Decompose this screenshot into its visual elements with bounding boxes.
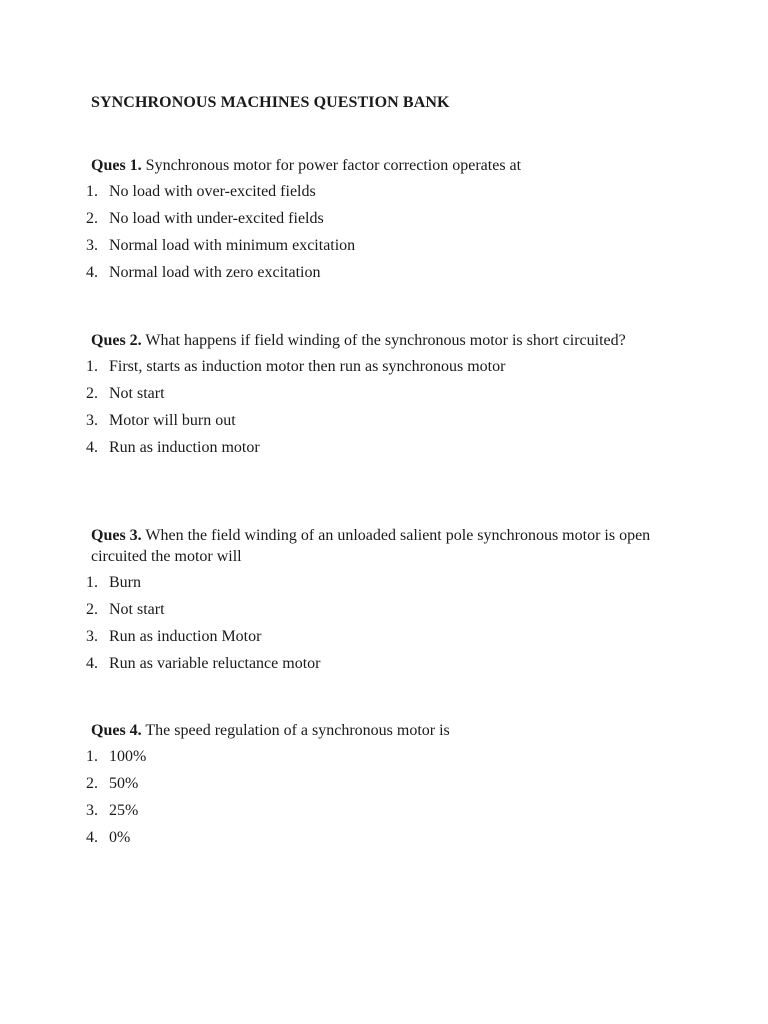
question-label: Ques 1. xyxy=(91,157,142,174)
option-list xyxy=(86,178,691,286)
question-text: When the field winding of an unloaded salient pole synchronous motor is open circuited the motor will xyxy=(91,527,651,565)
option-text: 50% xyxy=(109,775,139,792)
option-number: 4. xyxy=(86,655,98,672)
option-item xyxy=(86,232,691,259)
option-number: 1. xyxy=(86,358,98,375)
option-item xyxy=(86,596,691,623)
option-text: Normal load with minimum excitation xyxy=(109,237,356,254)
option-text: 100% xyxy=(109,748,147,765)
question-text: What happens if field winding of the synchronous motor is short circuited? xyxy=(145,332,626,349)
question-1 xyxy=(86,155,691,286)
option-number: 3. xyxy=(86,802,98,819)
option-item xyxy=(86,824,691,851)
document-title: SYNCHRONOUS MACHINES QUESTION BANK xyxy=(91,94,450,111)
option-item xyxy=(86,797,691,824)
question-label: Ques 4. xyxy=(91,722,142,739)
option-text: Motor will burn out xyxy=(109,412,236,429)
option-text: Run as variable reluctance motor xyxy=(109,655,321,672)
option-text: Not start xyxy=(109,385,165,402)
option-item xyxy=(86,353,691,380)
question-3 xyxy=(86,525,691,677)
option-number: 3. xyxy=(86,628,98,645)
option-list xyxy=(86,569,691,677)
question-stem xyxy=(91,330,691,351)
question-stem xyxy=(91,155,691,176)
option-item xyxy=(86,259,691,286)
option-text: First, starts as induction motor then run as synchronous motor xyxy=(109,358,506,375)
option-item xyxy=(86,380,691,407)
question-label: Ques 2. xyxy=(91,332,142,349)
option-item xyxy=(86,743,691,770)
option-item xyxy=(86,178,691,205)
option-item xyxy=(86,569,691,596)
option-number: 2. xyxy=(86,210,98,227)
option-number: 2. xyxy=(86,775,98,792)
question-stem xyxy=(91,720,691,741)
option-text: Not start xyxy=(109,601,165,618)
option-item xyxy=(86,623,691,650)
option-number: 3. xyxy=(86,237,98,254)
option-item xyxy=(86,407,691,434)
option-text: Normal load with zero excitation xyxy=(109,264,321,281)
question-text: The speed regulation of a synchronous motor is xyxy=(145,722,450,739)
option-item xyxy=(86,650,691,677)
option-list xyxy=(86,743,691,851)
option-text: No load with under-excited fields xyxy=(109,210,324,227)
option-number: 2. xyxy=(86,601,98,618)
option-number: 1. xyxy=(86,748,98,765)
option-text: No load with over-excited fields xyxy=(109,183,316,200)
option-number: 2. xyxy=(86,385,98,402)
option-number: 3. xyxy=(86,412,98,429)
option-text: Burn xyxy=(109,574,141,591)
option-number: 4. xyxy=(86,439,98,456)
option-number: 4. xyxy=(86,264,98,281)
option-text: 0% xyxy=(109,829,131,846)
option-list xyxy=(86,353,691,461)
option-number: 1. xyxy=(86,574,98,591)
question-4 xyxy=(86,720,691,851)
option-text: 25% xyxy=(109,802,139,819)
option-number: 1. xyxy=(86,183,98,200)
option-item xyxy=(86,434,691,461)
question-2 xyxy=(86,330,691,461)
option-item xyxy=(86,205,691,232)
question-label: Ques 3. xyxy=(91,527,142,544)
option-text: Run as induction motor xyxy=(109,439,260,456)
question-stem xyxy=(91,525,691,567)
option-item xyxy=(86,770,691,797)
option-text: Run as induction Motor xyxy=(109,628,262,645)
question-text: Synchronous motor for power factor correction operates at xyxy=(145,157,522,174)
option-number: 4. xyxy=(86,829,98,846)
